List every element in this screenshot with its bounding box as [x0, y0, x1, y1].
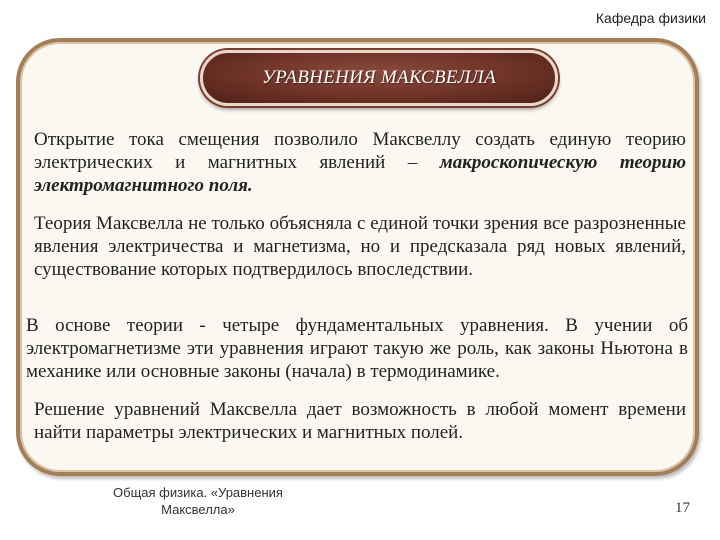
paragraph-3: В основе теории - четыре фундаментальных уравнения. В учении об электромагнетизме эти уравнения играют такую же роль, как законы Ньютона в механике или основные законы (начала) в термодинамике. — [26, 315, 688, 382]
slide-title-banner — [200, 50, 558, 106]
course-footer — [88, 484, 308, 518]
course-footer-line-2: Максвелла» — [161, 502, 235, 517]
paragraph-1 — [34, 128, 686, 197]
course-footer-line-1: Общая физика. «Уравнения — [113, 485, 283, 500]
page-number: 17 — [675, 500, 690, 516]
paragraph-1-text: Открытие тока смещения позволило Максвеллу создать единую теорию электрических и магнитных явлений – — [34, 129, 686, 173]
department-label: Кафедра физики — [595, 10, 706, 26]
paragraph-4: Решение уравнений Максвелла дает возможность в любой момент времени найти параметры электрических и магнитных полей. — [34, 399, 686, 443]
paragraph-1-emphasis: макроскопическую теорию электромагнитного поля. — [34, 152, 686, 196]
slide-title: УРАВНЕНИЯ МАКСВЕЛЛА — [261, 67, 497, 88]
paragraph-2: Теория Максвелла не только объясняла с единой точки зрения все разрозненные явления электричества и магнетизма, но и предсказала ряд новых явлений, существование которых подтвердилось впоследствии. — [34, 213, 686, 280]
